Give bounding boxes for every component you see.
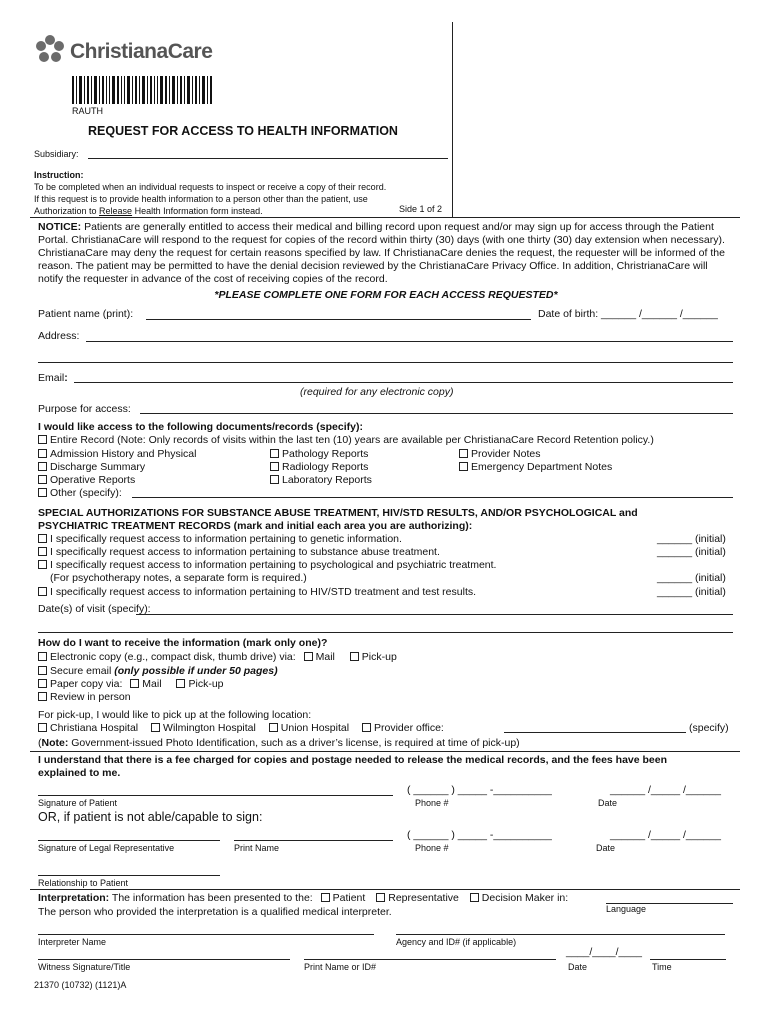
option-label: Laboratory Reports — [282, 474, 372, 486]
entire-record-label: Entire Record (Note: Only records of visits within the last ten (10) years are available per ChristianaCare Record Retention policy.) — [50, 434, 654, 446]
special-heading-1: SPECIAL AUTHORIZATIONS FOR SUBSTANCE ABUSE TREATMENT, HIV/STD RESULTS, AND/OR PSYCHOLOGICAL and — [38, 507, 638, 519]
interpretation-row — [38, 892, 568, 904]
patient-signature-field[interactable] — [38, 795, 393, 796]
option-label: Other (specify): — [50, 487, 122, 499]
patient-date-field[interactable]: ______ /_____ /______ — [610, 784, 721, 796]
witness-date-label: Date — [568, 962, 588, 972]
form-number: 21370 (10732) (1121)A — [34, 980, 127, 990]
checkbox[interactable] — [38, 488, 47, 497]
option-label: Discharge Summary — [50, 461, 146, 473]
checkbox[interactable] — [38, 449, 47, 458]
sig-legal-label: Signature of Legal Representative — [38, 843, 175, 853]
checkbox[interactable] — [38, 560, 47, 569]
option-label: Pathology Reports — [282, 448, 369, 460]
print-name-id-field[interactable] — [304, 959, 556, 960]
pickup-checkbox[interactable] — [176, 679, 185, 688]
checkbox[interactable] — [38, 534, 47, 543]
interpretation-rule — [30, 889, 740, 890]
pickup-checkbox[interactable] — [350, 652, 359, 661]
purpose-field[interactable] — [140, 413, 733, 414]
option-label: Review in person — [50, 691, 131, 703]
discharge-summary-option[interactable] — [38, 461, 145, 473]
instruction-text-1: To be completed when an individual requests to inspect or receive a copy of their record. — [34, 182, 387, 192]
email-colon: : — [64, 372, 68, 384]
option-label: I specifically request access to information pertaining to genetic information. — [50, 533, 402, 545]
admission-history-option[interactable] — [38, 448, 196, 460]
hiv-option[interactable] — [38, 586, 476, 598]
notice-paragraph — [38, 221, 734, 286]
email-note: (required for any electronic copy) — [300, 386, 454, 398]
agency-field[interactable] — [396, 934, 725, 935]
release-link: Release — [99, 206, 133, 216]
fees-text-2: explained to me. — [38, 767, 121, 779]
checkbox[interactable] — [270, 475, 279, 484]
psych-initial[interactable]: ______ (initial) — [657, 572, 726, 584]
option-label: Electronic copy (e.g., compact disk, thumb drive) via: — [50, 651, 296, 663]
relationship-label: Relationship to Patient — [38, 878, 129, 888]
wilmington-checkbox[interactable] — [151, 723, 160, 732]
note-text: Government-issued Photo Identification, such as a driver’s license, is required at time of pick-up) — [68, 737, 520, 749]
pickup-locations — [38, 722, 444, 734]
option-label: Radiology Reports — [282, 461, 369, 473]
patient-name-label: Patient name (print): — [38, 308, 134, 320]
time-field[interactable] — [650, 959, 726, 960]
patient-name-field[interactable] — [146, 319, 531, 320]
documents-heading: I would like access to the following documents/records (specify): — [38, 421, 363, 433]
mail-checkbox[interactable] — [130, 679, 139, 688]
note-open-paren: ( — [38, 737, 42, 749]
instruction-text-3 — [34, 206, 263, 216]
subsidiary-field[interactable] — [88, 158, 448, 159]
side-label: Side 1 of 2 — [399, 204, 443, 214]
patient-phone-field[interactable]: ( ______ ) _____ -__________ — [407, 784, 552, 796]
ed-notes-option[interactable] — [459, 461, 612, 473]
patient-checkbox[interactable] — [321, 893, 330, 902]
location-label: Provider office: — [373, 722, 444, 734]
time-label: Time — [652, 962, 672, 972]
hiv-initial[interactable]: ______ (initial) — [657, 586, 726, 598]
logo-text: ChristianaCare — [70, 40, 213, 63]
location-label: Union Hospital — [280, 722, 350, 734]
checkbox[interactable] — [270, 462, 279, 471]
interpretation-text: The information has been presented to the: — [109, 892, 313, 904]
provider-office-checkbox[interactable] — [362, 723, 371, 732]
instruction-text-3a: Authorization to — [34, 206, 100, 216]
option-label: Provider Notes — [471, 448, 541, 460]
other-option[interactable] — [38, 487, 122, 499]
option-label: Emergency Department Notes — [471, 461, 613, 473]
dob-field[interactable]: Date of birth: ______ /______ /______ — [538, 308, 718, 320]
operative-reports-option[interactable] — [38, 474, 135, 486]
checkbox[interactable] — [459, 449, 468, 458]
union-checkbox[interactable] — [269, 723, 278, 732]
entire-record-checkbox[interactable] — [38, 435, 47, 444]
address-field-2[interactable] — [38, 362, 733, 363]
secure-email-option[interactable] — [38, 665, 278, 677]
checkbox[interactable] — [38, 587, 47, 596]
print-name-id-label: Print Name or ID# — [304, 962, 377, 972]
barcode — [72, 76, 214, 104]
secure-email-note: (only possible if under 50 pages) — [114, 665, 278, 677]
option-label: Patient — [332, 892, 366, 904]
specify-label: (specify) — [689, 722, 729, 734]
print-name-field[interactable] — [234, 840, 393, 841]
location-label: Wilmington Hospital — [163, 722, 256, 734]
relationship-field[interactable] — [38, 875, 220, 876]
or-text: OR, if patient is not able/capable to sign: — [38, 810, 263, 824]
checkbox[interactable] — [38, 475, 47, 484]
pickup-label: Pick-up — [188, 678, 224, 690]
witness-field[interactable] — [38, 959, 290, 960]
notice-text: Patients are generally entitled to access their medical and billing record upon request and/or may sign up for access through the Patient Portal. ChristianaCare will respond to the request for copies of the record within thirty (30) days (with one thirty (30) day extension when necessary). ChristianaCare may deny the request for certain reasons specified by law. If ChristianaCare denies the request, the requester will be informed of the reason. The patient may be permitted to have the denial decision reviewed by the ChristianaCare Privacy Office. In addition, ChristrianaCare will notify the requester in advance of the cost of receiving copies of the record. — [38, 221, 725, 285]
subsidiary-label: Subsidiary: — [34, 149, 79, 159]
checkbox[interactable] — [270, 449, 279, 458]
print-name-label: Print Name — [234, 843, 280, 853]
option-label: Paper copy via: — [50, 678, 123, 690]
phone-label: Phone # — [415, 798, 449, 808]
checkbox[interactable] — [38, 692, 47, 701]
email-label-text: Email — [38, 372, 65, 384]
genetic-initial[interactable]: ______ (initial) — [657, 533, 726, 545]
decision-maker-checkbox[interactable] — [470, 893, 479, 902]
language-label: Language — [606, 904, 647, 914]
address-label: Address: — [38, 330, 80, 342]
address-field-1[interactable] — [86, 341, 733, 342]
pickup-label: Pick-up — [361, 651, 397, 663]
notice-label: NOTICE: — [38, 221, 82, 233]
christiana-checkbox[interactable] — [38, 723, 47, 732]
paper-option[interactable] — [38, 678, 224, 690]
instruction-text-2: If this request is to provide health information to a person other than the patient, use — [34, 194, 368, 204]
special-heading-2: PSYCHIATRIC TREATMENT RECORDS (mark and initial each area you are authorizing): — [38, 520, 473, 532]
location-label: Christiana Hospital — [50, 722, 139, 734]
qualified-text: The person who provided the interpretation is a qualified medical interpreter. — [38, 906, 392, 918]
header-rule — [30, 217, 740, 218]
rep-date-label: Date — [596, 843, 616, 853]
barcode-label: RAUTH — [72, 106, 103, 116]
review-option[interactable] — [38, 691, 131, 703]
provider-office-field[interactable] — [504, 732, 686, 733]
provider-notes-option[interactable] — [459, 448, 540, 460]
date-label: Date — [598, 798, 618, 808]
email-field[interactable] — [74, 382, 733, 383]
option-label: Admission History and Physical — [50, 448, 197, 460]
complete-form-note: *PLEASE COMPLETE ONE FORM FOR EACH ACCESS REQUESTED* — [214, 289, 558, 301]
option-label: Representative — [388, 892, 459, 904]
checkbox[interactable] — [38, 679, 47, 688]
witness-date-field[interactable]: ____/____/____ — [566, 946, 642, 958]
instruction-label: Instruction: — [34, 170, 84, 180]
mail-checkbox[interactable] — [304, 652, 313, 661]
dates-field-1[interactable] — [136, 614, 733, 615]
rep-phone-field[interactable]: ( ______ ) _____ -__________ — [407, 829, 552, 841]
psych-option[interactable] — [38, 559, 496, 571]
option-label: I specifically request access to information pertaining to HIV/STD treatment and test results. — [50, 586, 477, 598]
rep-date-field[interactable]: ______ /_____ /______ — [610, 829, 721, 841]
page-title: REQUEST FOR ACCESS TO HEALTH INFORMATION — [88, 124, 398, 138]
mail-label: Mail — [315, 651, 335, 663]
substance-option[interactable] — [38, 546, 440, 558]
legal-rep-signature-field[interactable] — [38, 840, 220, 841]
interpretation-label: Interpretation: — [38, 892, 110, 904]
pickup-location-label: For pick-up, I would like to pick up at the following location: — [38, 709, 312, 721]
delivery-heading: How do I want to receive the information (mark only one)? — [38, 637, 328, 649]
interpreter-name-field[interactable] — [38, 934, 374, 935]
electronic-option[interactable] — [38, 651, 397, 663]
email-label — [38, 372, 68, 384]
rep-phone-label: Phone # — [415, 843, 449, 853]
option-label: I specifically request access to information pertaining to psychological and psychiatric treatment. — [50, 559, 497, 571]
interpreter-name-label: Interpreter Name — [38, 937, 107, 947]
representative-checkbox[interactable] — [376, 893, 385, 902]
fees-text-1: I understand that there is a fee charged for copies and postage needed to release the medical records, and the fees have been — [38, 754, 668, 766]
checkbox[interactable] — [38, 547, 47, 556]
dates-field-2[interactable] — [38, 632, 733, 633]
purpose-label: Purpose for access: — [38, 403, 131, 415]
entire-record-option[interactable] — [38, 434, 654, 446]
note-label: Note: — [41, 737, 69, 749]
dates-label: Date(s) of visit (specify): — [38, 603, 151, 615]
checkbox[interactable] — [459, 462, 468, 471]
flower-logo-icon — [34, 34, 66, 66]
pathology-reports-option[interactable] — [270, 448, 368, 460]
witness-label: Witness Signature/Title — [38, 962, 131, 972]
laboratory-reports-option[interactable] — [270, 474, 372, 486]
checkbox[interactable] — [38, 666, 47, 675]
checkbox[interactable] — [38, 462, 47, 471]
logo — [34, 34, 234, 66]
option-label: Decision Maker in: — [481, 892, 569, 904]
sig-patient-label: Signature of Patient — [38, 798, 118, 808]
option-label: Secure email — [50, 665, 115, 677]
header-divider — [452, 22, 453, 217]
checkbox[interactable] — [38, 652, 47, 661]
agency-label: Agency and ID# (if applicable) — [396, 937, 517, 947]
mail-label: Mail — [142, 678, 162, 690]
psych-note: (For psychotherapy notes, a separate form is required.) — [50, 572, 307, 584]
other-field[interactable] — [132, 497, 733, 498]
radiology-reports-option[interactable] — [270, 461, 368, 473]
instruction-text-3c: Health Information form instead. — [132, 206, 263, 216]
pickup-id-note — [38, 737, 520, 749]
substance-initial[interactable]: ______ (initial) — [657, 546, 726, 558]
genetic-option[interactable] — [38, 533, 402, 545]
option-label: Operative Reports — [50, 474, 136, 486]
fees-rule — [30, 751, 740, 752]
option-label: I specifically request access to information pertaining to substance abuse treatment. — [50, 546, 440, 558]
